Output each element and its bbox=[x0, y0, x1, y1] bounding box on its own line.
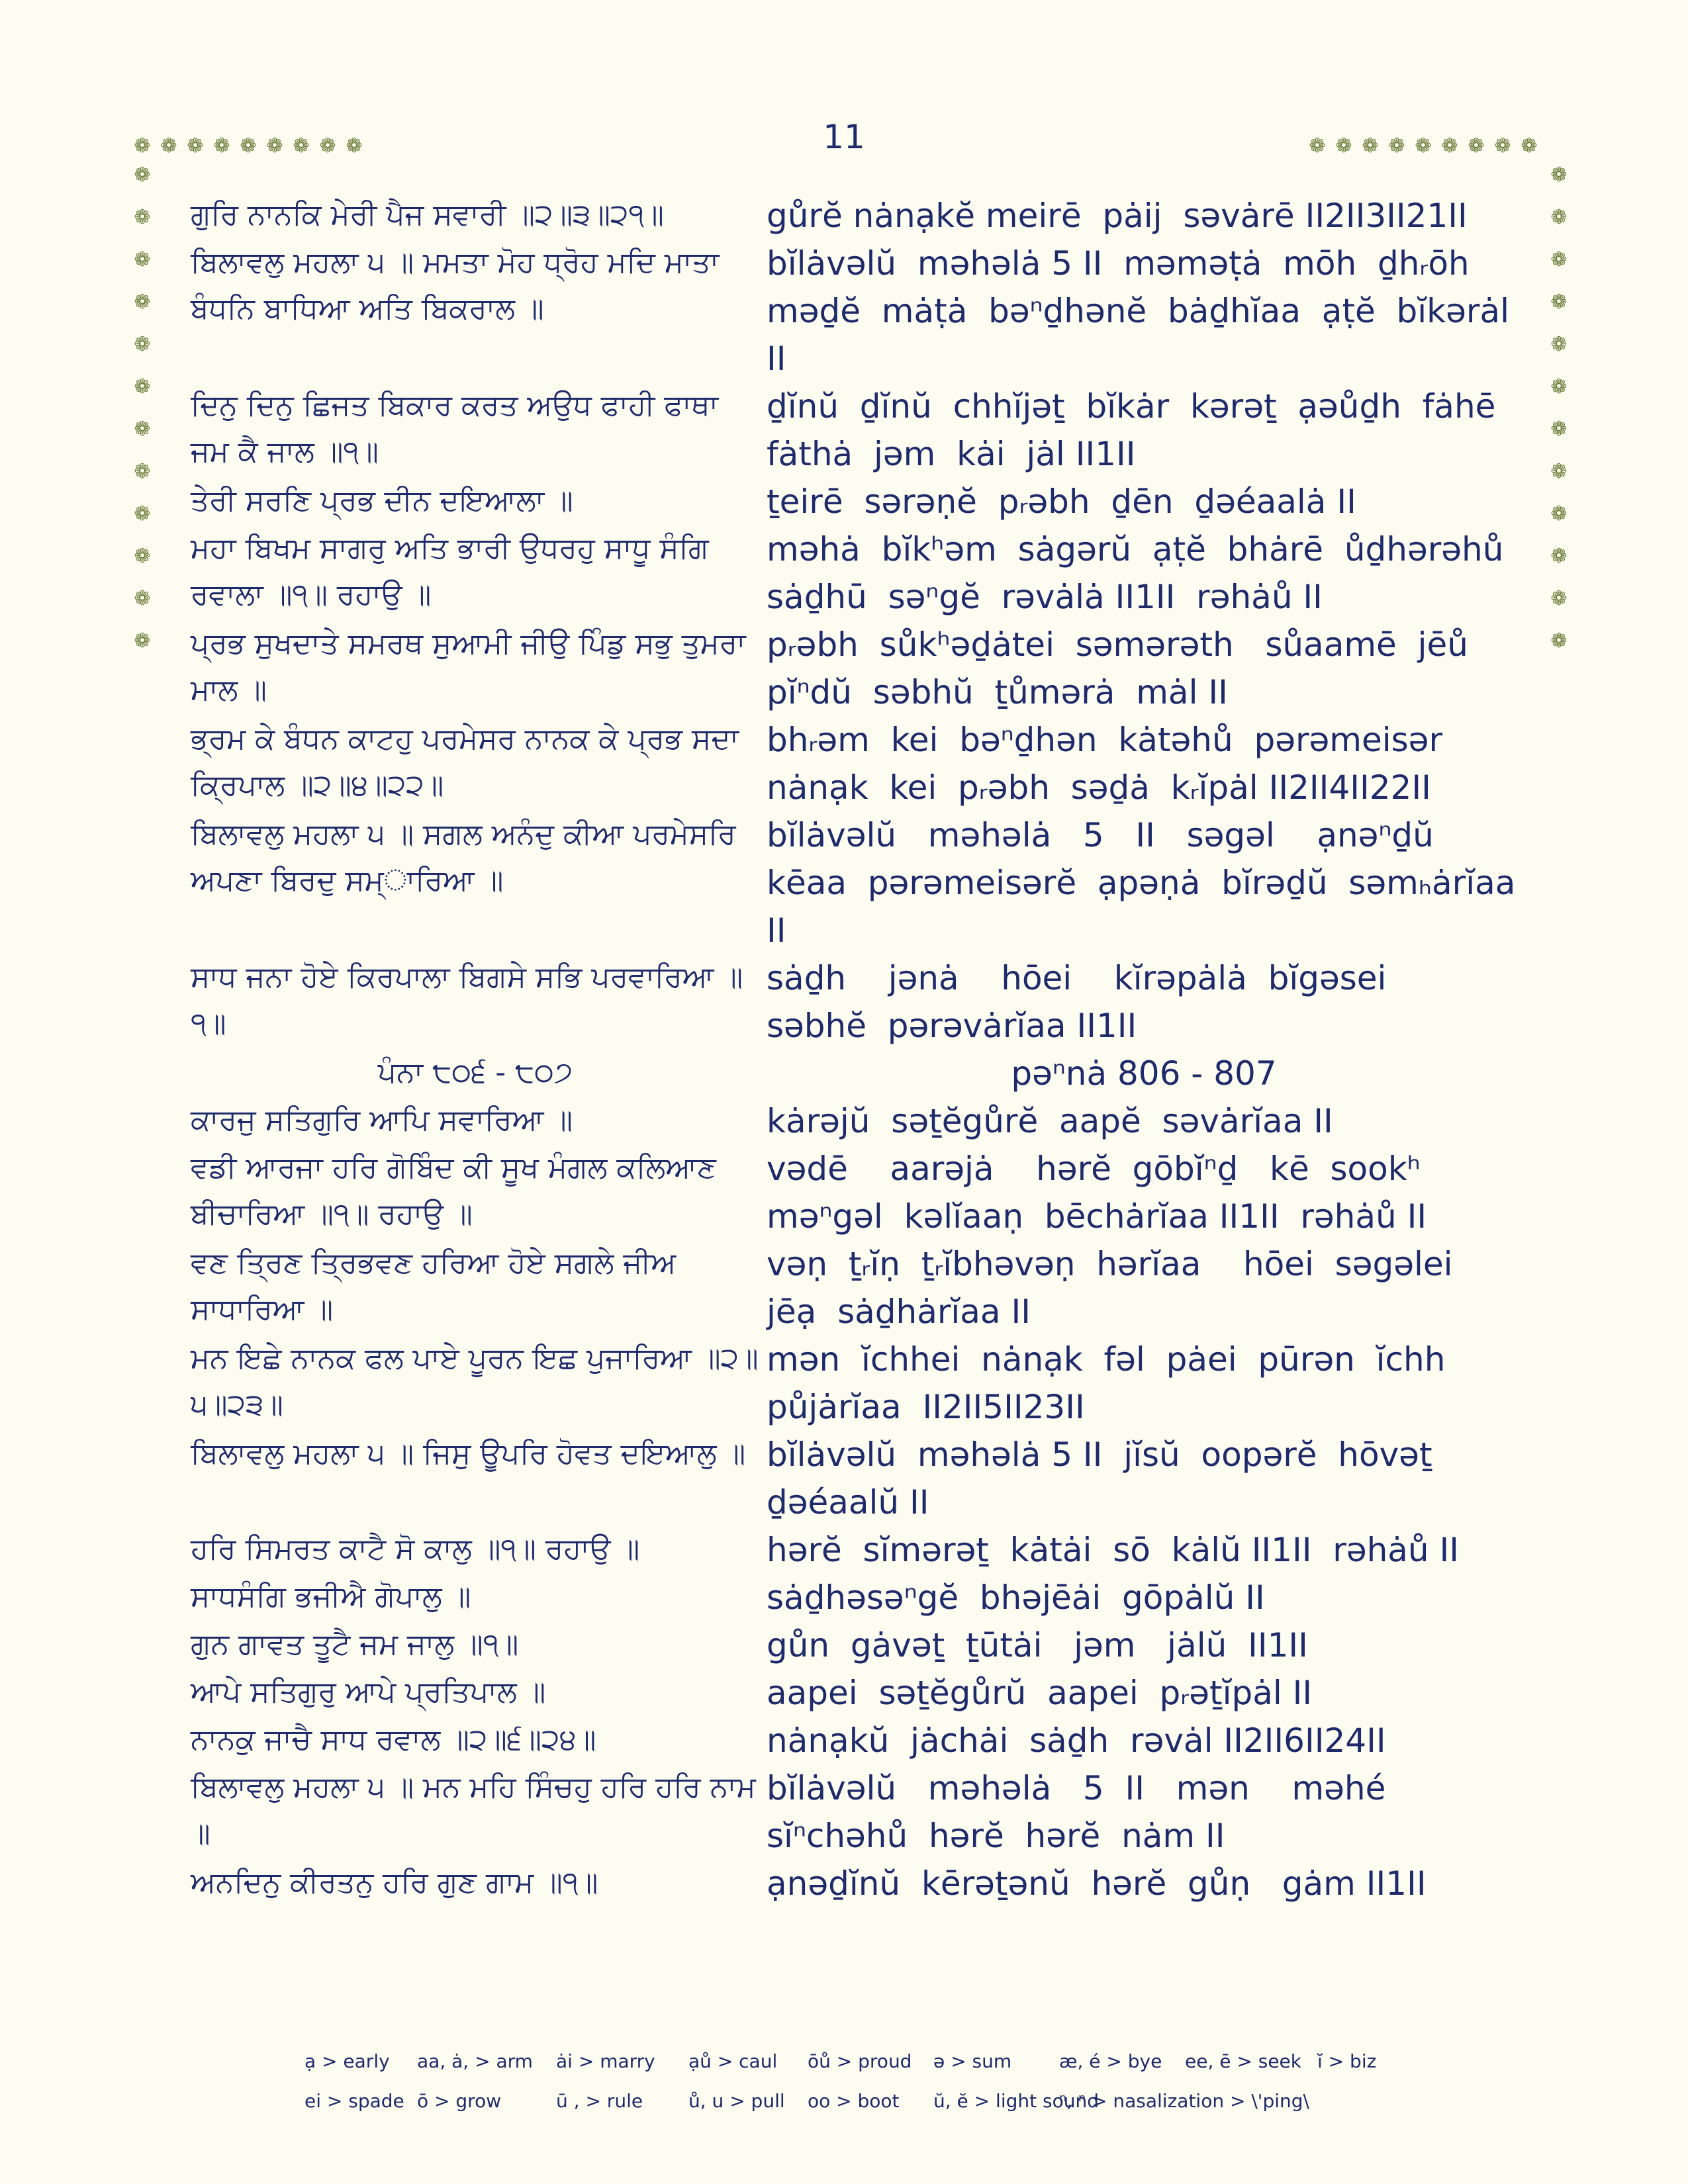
flower-ornament-icon: ❁ bbox=[1309, 134, 1326, 158]
verse-row bbox=[191, 1097, 1521, 1145]
verse-row bbox=[191, 1574, 1521, 1621]
flower-ornament-icon: ❁ bbox=[1550, 629, 1568, 653]
transliteration-text: pᵣǝbh sůkʰǝḏȧtei sǝmǝrǝth sůaamē jēů pĭⁿdŭ sǝbhŭ ṯůmǝrȧ mȧl II bbox=[767, 625, 1489, 711]
page-reference-row bbox=[191, 1050, 1521, 1097]
verse-row bbox=[191, 1145, 1521, 1240]
gurmukhi-text: ਕਾਰਜੁ ਸਤਿਗੁਰਿ ਆਪਿ ਸਵਾਰਿਆ ॥ bbox=[191, 1103, 573, 1137]
flower-ornament-icon: ❁ bbox=[134, 545, 151, 568]
pronunciation-legend bbox=[305, 2041, 1562, 2120]
verse-row bbox=[191, 525, 1525, 621]
transliteration-text: bĭlȧvǝlŭ mǝhǝlȧ 5 II jĭsŭ oopǝrĕ hōvǝṯ ḏǝéaalŭ II bbox=[767, 1435, 1454, 1522]
flower-ornament-icon: ❁ bbox=[1468, 134, 1485, 158]
transliteration-text: vǝṇ ṯᵣĭṇ ṯᵣĭbhǝvǝṇ hǝrĭaa hōei sǝgǝlei jēạ sȧḏhȧrĭaa II bbox=[767, 1245, 1495, 1331]
page-number: 11 bbox=[823, 118, 865, 156]
transliteration-text: aapei sǝṯĕgůrŭ aapei pᵣǝṯĭpȧl II bbox=[767, 1674, 1313, 1712]
flower-ornament-icon: ❁ bbox=[1550, 375, 1568, 398]
flower-ornament-icon: ❁ bbox=[134, 502, 151, 525]
legend-item: ū , > rule bbox=[556, 2089, 643, 2112]
transliteration-text: mǝn ĭchhei nȧnạk fǝl pȧei pūrǝn ĭchh půjȧrĭaa II2II5II23II bbox=[767, 1340, 1467, 1426]
transliteration-text: ḏĭnŭ ḏĭnŭ chhĭjǝṯ bĭkȧr kǝrǝṯ ạǝůḏh fȧhē fȧthȧ jǝm kȧi jȧl II1II bbox=[767, 387, 1517, 473]
transliteration-text: ṯeirē sǝrǝṇĕ pᵣǝbh ḏēn ḏǝéaalȧ II bbox=[767, 482, 1356, 521]
transliteration-text: gůn gȧvǝṯ ṯūtȧi jǝm jȧlŭ II1II bbox=[767, 1626, 1308, 1664]
legend-item: ōů > proud bbox=[808, 2050, 912, 2072]
flower-ornament-icon: ❁ bbox=[1415, 134, 1432, 158]
flower-ornament-icon: ❁ bbox=[1550, 291, 1568, 314]
gurmukhi-text: ਬਿਲਾਵਲੁ ਮਹਲਾ ੫ ॥ ਮਮਤਾ ਮੋਹ ਧ੍ਰੋਹ ਮਦਿ ਮਾਤਾ ਬੰਧਨਿ ਬਾਧਿਆ ਅਤਿ ਬਿਕਰਾਲ ॥ bbox=[191, 246, 720, 326]
flower-ornament-icon: ❁ bbox=[319, 134, 336, 158]
verse-row bbox=[191, 621, 1521, 716]
flower-ornament-icon: ❁ bbox=[1521, 134, 1538, 158]
gurmukhi-text: ਭ੍ਰਮ ਕੇ ਬੰਧਨ ਕਾਟਹੁ ਪਰਮੇਸਰ ਨਾਨਕ ਕੇ ਪ੍ਰਭ ਸਦਾ ਕ੍ਰਿਪਾਲ ॥੨॥੪॥੨੨॥ bbox=[191, 722, 739, 802]
flower-ornament-icon: ❁ bbox=[293, 134, 310, 158]
legend-item: ei > spade bbox=[305, 2089, 404, 2112]
gurmukhi-text: ਸਾਧ ਜਨਾ ਹੋਏ ਕਿਰਪਾਲਾ ਬਿਗਸੇ ਸਭਿ ਪਰਵਾਰਿਆ ॥੧॥ bbox=[191, 960, 743, 1040]
flower-ornament-icon: ❁ bbox=[240, 134, 257, 158]
flower-ornament-icon: ❁ bbox=[1550, 460, 1568, 483]
flower-ornament-icon: ❁ bbox=[1362, 134, 1379, 158]
gurmukhi-text: ਹਰਿ ਸਿਮਰਤ ਕਾਟੈ ਸੋ ਕਾਲੁ ॥੧॥ ਰਹਾਉ ॥ bbox=[191, 1532, 640, 1566]
legend-item: ĭ > biz bbox=[1317, 2050, 1377, 2072]
gurmukhi-text: ਬਿਲਾਵਲੁ ਮਹਲਾ ੫ ॥ ਮਨ ਮਹਿ ਸਿੰਚਹੁ ਹਰਿ ਹਰਿ ਨਾਮ ॥ bbox=[191, 1770, 756, 1850]
verse-row bbox=[191, 811, 1526, 954]
transliteration-text: sȧḏh jǝnȧ hōei kĭrǝpȧlȧ bĭgǝsei sǝbhĕ pǝrǝvȧrĭaa II1II bbox=[767, 959, 1429, 1045]
gurmukhi-text: ਗੁਰਿ ਨਾਨਕਿ ਮੇਰੀ ਪੈਜ ਸਵਾਰੀ ॥੨॥੩॥੨੧॥ bbox=[191, 198, 664, 232]
flower-ornament-icon: ❁ bbox=[1550, 206, 1568, 229]
legend-item: ŭ, ĕ > light sound bbox=[933, 2089, 1099, 2112]
transliteration-text: vǝdē aarǝjȧ hǝrĕ gōbĭⁿḏ kē sookʰ mǝⁿgǝl kǝlĭaaṇ bēchȧrĭaa II1II rǝhȧů II bbox=[767, 1150, 1442, 1236]
flower-ornament-icon: ❁ bbox=[1441, 134, 1458, 158]
flower-ornament-icon: ❁ bbox=[134, 375, 151, 398]
transliteration-text: sȧḏhǝsǝⁿgĕ bhǝjēȧi gōpȧlŭ II bbox=[767, 1578, 1265, 1617]
verse-row bbox=[191, 1431, 1521, 1526]
gurmukhi-text: ਤੇਰੀ ਸਰਣਿ ਪ੍ਰਭ ਦੀਨ ਦਇਆਲਾ ॥ bbox=[191, 484, 573, 518]
legend-row bbox=[305, 2041, 1562, 2081]
gurmukhi-text: ਵਣ ਤ੍ਰਿਣ ਤ੍ਰਿਭਵਣ ਹਰਿਆ ਹੋਏ ਸਗਲੇ ਜੀਅ ਸਾਧਾਰਿਆ ॥ bbox=[191, 1246, 677, 1326]
legend-item: ⁿ, ⁿ > nasalization > \'ping\ bbox=[1059, 2089, 1309, 2112]
legend-item: ů, u > pull bbox=[688, 2089, 785, 2112]
verse-table bbox=[191, 192, 1526, 1907]
flower-ornament-icon: ❁ bbox=[1550, 333, 1568, 356]
transliteration-text: ạnǝḏĭnŭ kērǝṯǝnŭ hǝrĕ gůṇ gȧm II1II bbox=[767, 1864, 1427, 1903]
flower-ornament-icon: ❁ bbox=[134, 206, 151, 229]
flower-ornament-icon: ❁ bbox=[1550, 163, 1568, 187]
legend-item: ạů > caul bbox=[688, 2050, 778, 2072]
legend-item: ǝ > sum bbox=[933, 2050, 1012, 2072]
flower-ornament-icon: ❁ bbox=[346, 134, 363, 158]
flower-ornament-icon: ❁ bbox=[1550, 418, 1568, 441]
gurmukhi-text: ਬਿਲਾਵਲੁ ਮਹਲਾ ੫ ॥ ਸਗਲ ਅਨੰਦੁ ਕੀਆ ਪਰਮੇਸਰਿ ਅਪਣਾ ਬਿਰਦੁ ਸਮ੍ਾਰਿਆ ॥ bbox=[191, 817, 736, 897]
gurmukhi-text: ਬਿਲਾਵਲੁ ਮਹਲਾ ੫ ॥ ਜਿਸੁ ਊਪਰਿ ਹੋਵਤ ਦਇਆਲੁ ॥ bbox=[191, 1437, 746, 1471]
verse-row bbox=[191, 1764, 1521, 1860]
transliteration-text: hǝrĕ sĭmǝrǝṯ kȧtȧi sō kȧlŭ II1II rǝhȧů II bbox=[767, 1531, 1459, 1569]
verse-row bbox=[191, 716, 1521, 811]
gurmukhi-text: ਵਡੀ ਆਰਜਾ ਹਰਿ ਗੋਬਿੰਦ ਕੀ ਸੂਖ ਮੰਗਲ ਕਲਿਆਣ ਬੀਚਾਰਿਆ ॥੧॥ ਰਹਾਉ ॥ bbox=[191, 1151, 716, 1231]
gurmukhi-text: ਪੰਨਾ ੮੦੬ - ੮੦੭ bbox=[377, 1056, 573, 1089]
transliteration-text: gůrĕ nȧnạkĕ meirē pȧij sǝvȧrē II2II3II21II bbox=[767, 197, 1468, 235]
flower-ornament-icon: ❁ bbox=[134, 134, 151, 158]
gurmukhi-text: ਆਪੇ ਸਤਿਗੁਰੁ ਆਪੇ ਪ੍ਰਤਿਪਾਲ ॥ bbox=[191, 1675, 546, 1709]
flower-ornament-icon: ❁ bbox=[134, 587, 151, 610]
verse-row bbox=[191, 1240, 1521, 1336]
verse-row bbox=[191, 240, 1521, 383]
transliteration-text: bĭlȧvǝlŭ mǝhǝlȧ 5 II mǝn mǝhé sĭⁿchǝhů hǝrĕ hǝrĕ nȧm II bbox=[767, 1769, 1407, 1855]
transliteration-text: nȧnạkŭ jȧchȧi sȧḏh rǝvȧl II2II6II24II bbox=[767, 1721, 1386, 1760]
gurmukhi-text: ਮਹਾ ਬਿਖਮ ਸਾਗਰੁ ਅਤਿ ਭਾਰੀ ਉਧਰਹੁ ਸਾਧੂ ਸੰਗਿ ਰਵਾਲਾ ॥੧॥ ਰਹਾਉ ॥ bbox=[191, 531, 709, 612]
legend-item: oo > boot bbox=[808, 2089, 900, 2112]
legend-item: ạ > early bbox=[305, 2050, 390, 2072]
flower-ornament-icon: ❁ bbox=[1550, 545, 1568, 568]
transliteration-text: mǝhȧ bĭkʰǝm sȧgǝrŭ ạṭĕ bhȧrē ůḏhǝrǝhů sȧḏhū sǝⁿgĕ rǝvȧlȧ II1II rǝhȧů II bbox=[767, 530, 1525, 616]
gurmukhi-text: ਮਨ ਇਛੇ ਨਾਨਕ ਫਲ ਪਾਏ ਪੂਰਨ ਇਛ ਪੁਜਾਰਿਆ ॥੨॥੫॥੨੩॥ bbox=[191, 1342, 759, 1422]
gurmukhi-text: ਨਾਨਕੁ ਜਾਚੈ ਸਾਧ ਰਵਾਲ ॥੨॥੬॥੨੪॥ bbox=[191, 1723, 596, 1756]
flower-ornament-icon: ❁ bbox=[1494, 134, 1511, 158]
flower-ornament-icon: ❁ bbox=[134, 629, 151, 653]
flower-ornament-icon: ❁ bbox=[1550, 502, 1568, 525]
verse-row bbox=[191, 1669, 1521, 1717]
verse-row bbox=[191, 1860, 1521, 1907]
legend-row bbox=[305, 2081, 1562, 2120]
verse-row bbox=[191, 1621, 1521, 1669]
flower-ornament-icon: ❁ bbox=[213, 134, 230, 158]
gurmukhi-text: ਦਿਨੁ ਦਿਨੁ ਛਿਜਤ ਬਿਕਾਰ ਕਰਤ ਅਉਧ ਫਾਹੀ ਫਾਥਾ ਜਮ ਕੈ ਜਾਲ ॥੧॥ bbox=[191, 388, 719, 469]
flower-ornament-icon: ❁ bbox=[134, 291, 151, 314]
legend-item: æ, é > bye bbox=[1059, 2050, 1162, 2072]
flower-ornament-icon: ❁ bbox=[134, 460, 151, 483]
transliteration-text: pǝⁿnȧ 806 - 807 bbox=[1011, 1054, 1277, 1093]
flower-ornament-icon: ❁ bbox=[134, 418, 151, 441]
flower-ornament-icon: ❁ bbox=[1550, 248, 1568, 271]
verse-row bbox=[191, 383, 1521, 478]
gurmukhi-text: ਗੁਨ ਗਾਵਤ ਤੂਟੈ ਜਮ ਜਾਲੁ ॥੧॥ bbox=[191, 1627, 519, 1661]
legend-item: ō > grow bbox=[417, 2089, 502, 2112]
verse-row bbox=[191, 954, 1521, 1050]
verse-row bbox=[191, 478, 1521, 525]
legend-item: ee, ē > seek bbox=[1185, 2050, 1301, 2072]
gurmukhi-text: ਅਨਦਿਨੁ ਕੀਰਤਨੁ ਹਰਿ ਗੁਣ ਗਾਮ ॥੧॥ bbox=[191, 1866, 598, 1899]
flower-ornament-icon: ❁ bbox=[266, 134, 283, 158]
legend-item: ȧi > marry bbox=[556, 2050, 655, 2072]
flower-ornament-icon: ❁ bbox=[134, 333, 151, 356]
flower-ornament-icon: ❁ bbox=[1388, 134, 1405, 158]
transliteration-text: bĭlȧvǝlŭ mǝhǝlȧ 5 II sǝgǝl ạnǝⁿḏŭ kēaa pǝrǝmeisǝrĕ ạpǝṇȧ bĭrǝḏŭ sǝmₕȧrĭaa II bbox=[767, 816, 1526, 950]
transliteration-text: kȧrǝjŭ sǝṯĕgůrĕ aapĕ sǝvȧrĭaa II bbox=[767, 1102, 1333, 1140]
flower-ornament-icon: ❁ bbox=[1335, 134, 1352, 158]
verse-row bbox=[191, 1717, 1521, 1764]
legend-item: aa, ȧ, > arm bbox=[417, 2050, 533, 2072]
verse-row bbox=[191, 192, 1521, 240]
flower-ornament-icon: ❁ bbox=[134, 248, 151, 271]
transliteration-text: bĭlȧvǝlŭ mǝhǝlȧ 5 II mǝmǝṭȧ mōh ḏhᵣōh mǝḏĕ mȧṭȧ bǝⁿḏhǝnĕ bȧḏhĭaa ạṭĕ bĭkǝrȧl II bbox=[767, 244, 1520, 378]
gurmukhi-text: ਪ੍ਰਭ ਸੁਖਦਾਤੇ ਸਮਰਥ ਸੁਆਮੀ ਜੀਉ ਪਿੰਡੁ ਸਭੁ ਤੁਮਰਾ ਮਾਲ ॥ bbox=[191, 627, 746, 707]
gurmukhi-text: ਸਾਧਸੰਗਿ ਭਜੀਐ ਗੋਪਾਲੁ ॥ bbox=[191, 1580, 471, 1614]
verse-row bbox=[191, 1336, 1521, 1431]
transliteration-text: bhᵣǝm kei bǝⁿḏhǝn kȧtǝhů pǝrǝmeisǝr nȧnạk kei pᵣǝbh sǝḏȧ kᵣĭpȧl II2II4II22II bbox=[767, 721, 1464, 807]
flower-ornament-icon: ❁ bbox=[187, 134, 204, 158]
flower-ornament-icon: ❁ bbox=[160, 134, 177, 158]
verse-row bbox=[191, 1526, 1521, 1574]
flower-ornament-icon: ❁ bbox=[134, 163, 151, 187]
flower-ornament-icon: ❁ bbox=[1550, 587, 1568, 610]
